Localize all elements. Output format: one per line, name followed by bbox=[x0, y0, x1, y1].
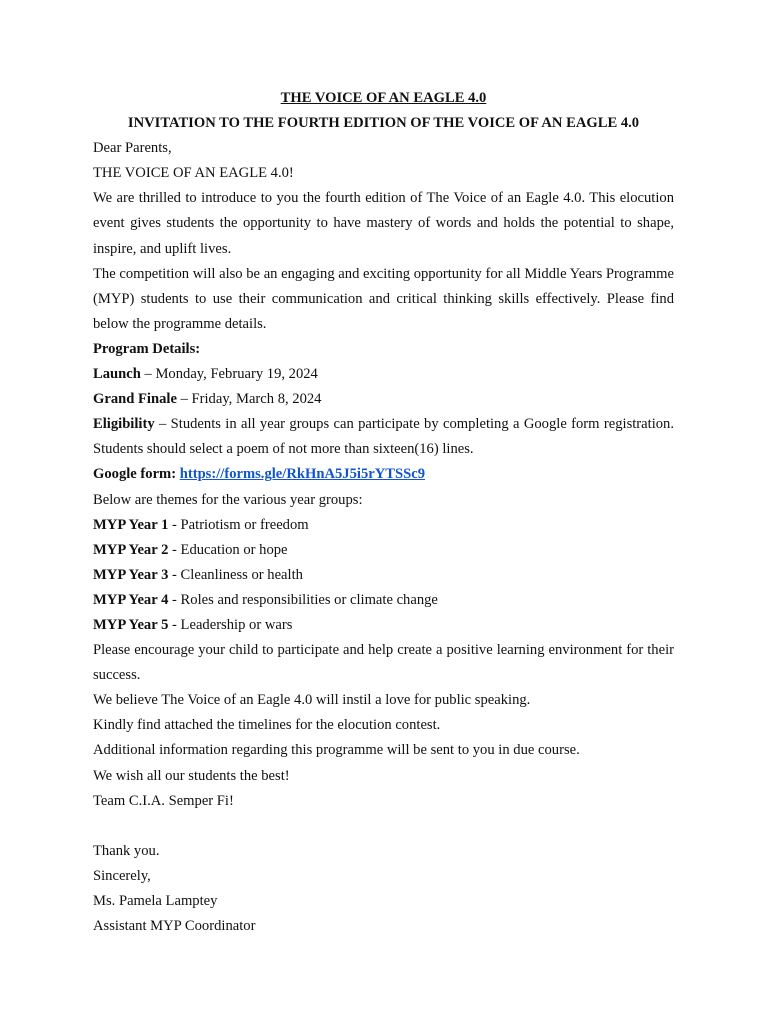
theme-year-label: MYP Year 5 bbox=[93, 616, 169, 633]
theme-text: - Roles and responsibilities or climate change bbox=[168, 591, 438, 608]
google-form-line bbox=[93, 462, 674, 487]
event-name-line: THE VOICE OF AN EAGLE 4.0! bbox=[93, 165, 294, 182]
closing-line-1: We believe The Voice of an Eagle 4.0 will instil a love for public speaking. bbox=[93, 692, 531, 709]
closing-line-5: Team C.I.A. Semper Fi! bbox=[93, 792, 234, 809]
competition-paragraph: The competition will also be an engaging and exciting opportunity for all Middle Years Programme (MYP) students to use their communication and critical thinking skills effectively. Please find below the programme details. bbox=[93, 265, 674, 332]
closing-line-4: We wish all our students the best! bbox=[93, 767, 290, 784]
blank-spacer bbox=[93, 814, 674, 839]
signature-sincerely: Sincerely, bbox=[93, 867, 151, 884]
google-form-label: Google form: bbox=[93, 466, 177, 483]
theme-item-year-4 bbox=[93, 588, 674, 613]
google-form-link[interactable]: https://forms.gle/RkHnA5J5i5rYTSSc9 bbox=[179, 466, 425, 483]
document-title: THE VOICE OF AN EAGLE 4.0 bbox=[280, 90, 487, 106]
theme-year-label: MYP Year 2 bbox=[93, 541, 169, 558]
theme-item-year-3 bbox=[93, 563, 674, 588]
launch-line bbox=[93, 362, 674, 387]
closing-line-3: Additional information regarding this programme will be sent to you in due course. bbox=[93, 742, 580, 759]
theme-text: - Leadership or wars bbox=[168, 616, 293, 633]
launch-date: – Monday, February 19, 2024 bbox=[140, 366, 318, 383]
grand-finale-label: Grand Finale bbox=[93, 391, 177, 408]
letter-body bbox=[93, 86, 674, 939]
theme-text: - Cleanliness or health bbox=[168, 566, 303, 583]
theme-year-label: MYP Year 4 bbox=[93, 591, 169, 608]
signature-thanks: Thank you. bbox=[93, 842, 160, 859]
grand-finale-line bbox=[93, 387, 674, 412]
eligibility-label: Eligibility bbox=[93, 416, 155, 433]
signature-role: Assistant MYP Coordinator bbox=[93, 918, 256, 935]
theme-year-label: MYP Year 3 bbox=[93, 566, 169, 583]
theme-item-year-5 bbox=[93, 613, 674, 638]
themes-intro: Below are themes for the various year groups: bbox=[93, 491, 363, 508]
theme-item-year-2 bbox=[93, 538, 674, 563]
eligibility-text: – Students in all year groups can participate by completing a Google form registration. Students should select a poem of not more than sixteen(16) lines. bbox=[93, 416, 674, 458]
theme-year-label: MYP Year 1 bbox=[93, 516, 169, 533]
theme-item-year-1 bbox=[93, 513, 674, 538]
encourage-paragraph: Please encourage your child to participate and help create a positive learning environment for their success. bbox=[93, 642, 674, 684]
signature-name: Ms. Pamela Lamptey bbox=[93, 893, 218, 909]
theme-text: - Education or hope bbox=[168, 541, 288, 558]
closing-line-2: Kindly find attached the timelines for the elocution contest. bbox=[93, 717, 441, 734]
intro-paragraph: We are thrilled to introduce to you the fourth edition of The Voice of an Eagle 4.0. This elocution event gives students the opportunity to have mastery of words and holds the potential to shape, inspire, and uplift lives. bbox=[93, 190, 674, 257]
theme-text: - Patriotism or freedom bbox=[168, 516, 309, 533]
eligibility-paragraph bbox=[93, 412, 674, 462]
grand-finale-date: – Friday, March 8, 2024 bbox=[176, 391, 322, 408]
document-subtitle: INVITATION TO THE FOURTH EDITION OF THE VOICE OF AN EAGLE 4.0 bbox=[127, 115, 640, 132]
launch-label: Launch bbox=[93, 366, 141, 383]
program-details-heading: Program Details: bbox=[93, 340, 201, 357]
salutation: Dear Parents, bbox=[93, 140, 172, 157]
